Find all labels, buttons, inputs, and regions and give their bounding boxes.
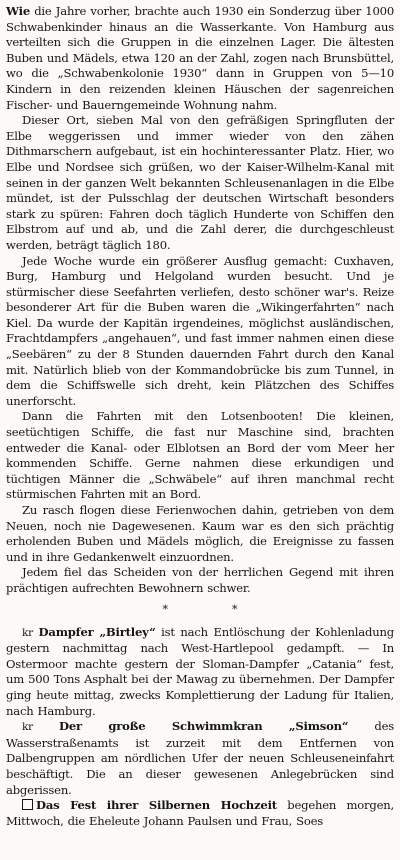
article-paragraph-2: Dieser Ort, sieben Mal von den gefräßigen Springfluten der Elbe weggerissen und immer wieder von den zähen Dithmarschern aufgebaut, ist ein hochinteressanter Platz. Hier, wo Elbe und Nordsee sich grüßen, wo der Kaiser-Wilhelm-Kanal mit seinen in der ganzen Welt bekannten Schleusenanlagen in die Elbe mündet, ist der Pulsschlag der deutschen Wirtschaft besonders stark zu spüren: Fahren doch täglich Hunderte von Schiffen den Elbstrom auf und ab, und die Zahl derer, die durchgeschleust werden, beträgt täglich 180. <box>6 113 394 252</box>
article-column <box>6 4 394 829</box>
news-text: des Wasserstraßenamts ist zurzeit mit dem Entfernen von Dalbengruppen am nördlichen Ufer der neuen Schleuseneinfahrt beschäftigt. Die an dieser gewesenen Anlegebrücken sind abgerissen. <box>6 719 394 797</box>
article-paragraph-3: Jede Woche wurde ein größerer Ausflug gemacht: Cuxhaven, Burg, Hamburg und Helgoland wurden besucht. Und je stürmischer diese Seefahrten verliefen, desto schöner war's. Reize besonderer Art für die Buben waren die „Wikingerfahrten“ nach Kiel. Da wurde der Kapitän irgendeines, möglichst ausländischen, Frachtdampfers „angehauen“, und fast immer nahmen einen diese „Seebären“ zu der 8 Stunden dauernden Fahrt durch den Kanal mit. Natürlich blieb von der Kommandobrücke bis zum Tunnel, in dem die Schiffswelle sich dreht, kein Plätzchen des Schiffes unerforscht. <box>6 253 394 408</box>
news-headline: Dampfer „Birtley“ <box>38 624 156 639</box>
asterisk-ornament: * <box>162 603 168 617</box>
article-paragraph-5: Zu rasch flogen diese Ferienwochen dahin, getrieben von dem Neuen, noch nie Dagewesenen. Kaum war es den sich prächtig erholenden Buben und Mädels möglich, die Ereignisse zu fassen und in ihre Gedankenwelt einzuordnen. <box>6 503 394 564</box>
news-text: ist nach Entlöschung der Kohlenladung gestern nachmittag nach West-Hartlepool gedampft. — In Ostermoor machte gestern der Sloman-Dampfer „Catania“ fest, um 500 Tons Asphalt bei der Mawag zu übernehmen. Der Dampfer ging heute mittag, zwecks Komplettierung der Ladung für Italien, nach Hamburg. <box>6 624 394 718</box>
article-paragraph-1 <box>6 4 394 113</box>
square-bullet-icon <box>22 799 33 810</box>
news-text: begehen morgen, Mittwoch, die Eheleute Johann Paulsen und Frau, Soes <box>6 798 394 828</box>
news-headline: Das Fest ihrer Silbernen Hochzeit <box>36 798 277 813</box>
paragraph-text: die Jahre vorher, brachte auch 1930 ein Sonderzug über 1000 Schwabenkinder hinaus an die Wasserkante. Von Hamburg aus verteilten sich die Gruppen in die einzelnen Lager. Die ältesten Buben und Mädels, etwa 120 an der Zahl, zogen nach Brunsbüttel, wo die „Schwabenkolonie 1930“ dann in Gruppen von 5—10 Kindern in den reizenden kleinen Häuschen der sagenreichen Fischer- und Bauerngemeinde Wohnung nahm. <box>6 4 394 112</box>
news-item-simson <box>6 719 394 798</box>
section-separator <box>6 599 394 621</box>
news-item-silver-wedding <box>6 798 394 829</box>
article-paragraph-6: Jedem fiel das Scheiden von der herrlichen Gegend mit ihren prächtigen aufrechten Bewohnern schwer. <box>6 565 394 595</box>
news-headline: Der große Schwimmkran „Simson“ <box>59 719 349 734</box>
news-tag: kr <box>22 721 33 734</box>
lead-word: Wie <box>6 4 30 18</box>
article-paragraph-4: Dann die Fahrten mit den Lotsenbooten! Die kleinen, seetüchtigen Schiffe, die fast nur Maschine sind, brachten entweder die Kanal- oder Elblotsen an Bord der vom Meer her kommenden Schiffe. Gerne nahmen diese erkundigen und tüchtigen Männer die „Schwäbele“ auf ihren manchmal recht stürmischen Fahrten mit an Bord. <box>6 409 394 502</box>
news-tag: kr <box>22 626 33 639</box>
asterisk-ornament: * <box>232 603 238 617</box>
news-item-birtley <box>6 625 394 720</box>
